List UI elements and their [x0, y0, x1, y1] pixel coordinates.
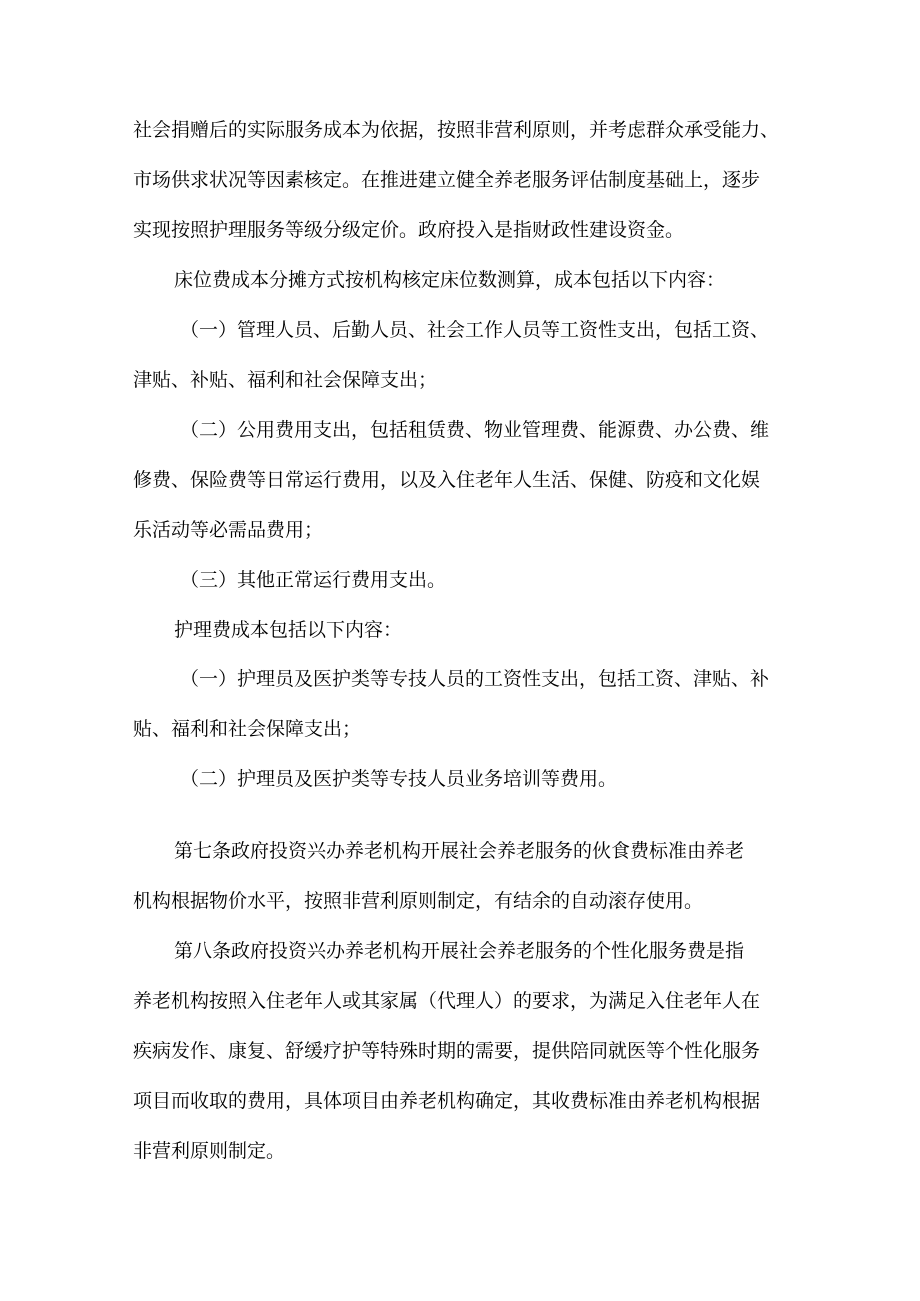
text-line: 社会捐赠后的实际服务成本为依据，按照非营利原则，并考虑群众承受能力、 [133, 119, 780, 141]
text-line: 养老机构按照入住老年人或其家属（代理人）的要求，为满足入住老年人在 [133, 990, 761, 1012]
text-line: （二）护理员及医护类等专技人员业务培训等费用。 [180, 768, 618, 790]
text-line: （二）公用费用支出，包括租赁费、物业管理费、能源费、办公费、维 [180, 419, 770, 441]
text-line: （三）其他正常运行费用支出。 [180, 569, 447, 591]
text-line: 乐活动等必需品费用； [133, 519, 324, 541]
text-line: 项目而收取的费用，具体项目由养老机构确定，其收费标准由养老机构根据 [133, 1090, 761, 1112]
text-line: 非营利原则制定。 [133, 1140, 286, 1162]
text-line: 津贴、补贴、福利和社会保障支出； [133, 369, 438, 391]
text-line: （一）管理人员、后勤人员、社会工作人员等工资性支出，包括工资、 [180, 319, 770, 341]
text-line: （一）护理员及医护类等专技人员的工资性支出，包括工资、津贴、补 [180, 668, 770, 690]
text-line: 第七条政府投资兴办养老机构开展社会养老服务的伙食费标准由养老 [174, 840, 745, 862]
text-line: 实现按照护理服务等级分级定价。政府投入是指财政性建设资金。 [133, 219, 685, 241]
text-line: 机构根据物价水平，按照非营利原则制定，有结余的自动滚存使用。 [133, 890, 704, 912]
text-line: 护理费成本包括以下内容： [174, 619, 403, 641]
text-line: 疾病发作、康复、舒缓疗护等特殊时期的需要，提供陪同就医等个性化服务 [133, 1040, 761, 1062]
text-line: 修费、保险费等日常运行费用，以及入住老年人生活、保健、防疫和文化娱 [133, 469, 761, 491]
text-line: 第八条政府投资兴办养老机构开展社会养老服务的个性化服务费是指 [174, 940, 745, 962]
text-line: 贴、福利和社会保障支出； [133, 718, 362, 740]
text-line: 床位费成本分摊方式按机构核定床位数测算，成本包括以下内容： [174, 269, 726, 291]
text-line: 市场供求状况等因素核定。在推进建立健全养老服务评估制度基础上，逐步 [133, 169, 761, 191]
